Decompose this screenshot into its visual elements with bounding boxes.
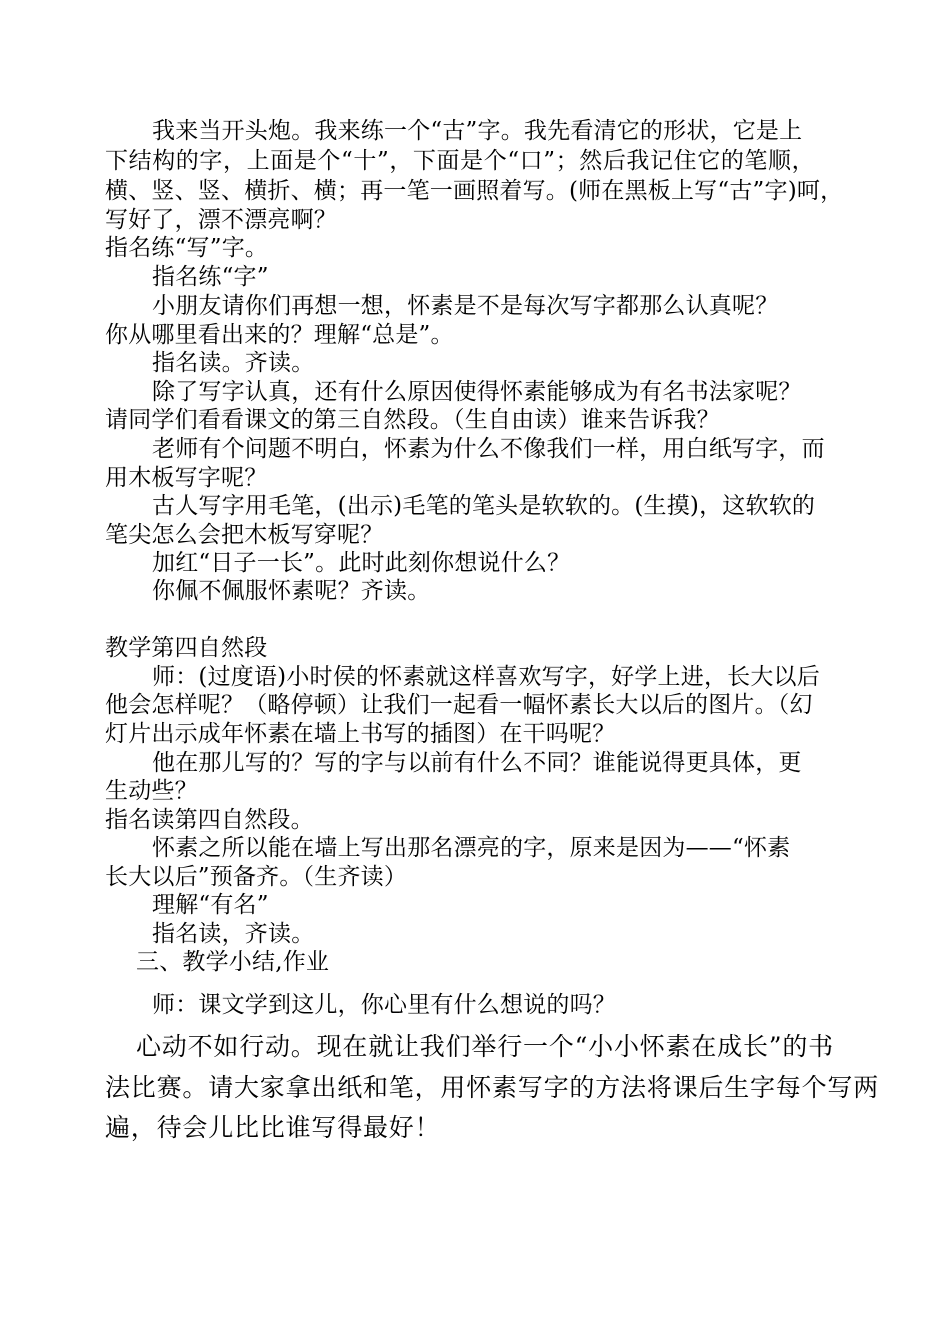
paragraph-line: 师：课文学到这儿，你心里有什么想说的吗？ (152, 992, 616, 1018)
paragraph-line: 他会怎样呢？（略停顿）让我们一起看一幅怀素长大以后的图片。（幻 (105, 692, 813, 718)
paragraph-line: 指名读。齐读。 (152, 350, 315, 376)
paragraph-line: 笔尖怎么会把木板写穿呢？ (105, 522, 384, 548)
paragraph-line: 小朋友请你们再想一想，怀素是不是每次写字都那么认真呢？ (152, 293, 779, 319)
paragraph-line: 法比赛。请大家拿出纸和笔，用怀素写字的方法将课后生字每个写两 (105, 1073, 880, 1102)
section-heading: 教学第四自然段 (105, 635, 268, 661)
paragraph-line: 长大以后”预备齐。（生齐读） (105, 864, 408, 890)
paragraph-line: 老师有个问题不明白，怀素为什么不像我们一样，用白纸写字，而 (152, 436, 825, 462)
paragraph-line: 请同学们看看课文的第三自然段。（生自由读）谁来告诉我？ (105, 407, 720, 433)
paragraph-line: 指名练“字” (152, 264, 269, 290)
paragraph-line: 古人写字用毛笔，(出示)毛笔的笔头是软软的。(生摸)，这软软的 (152, 493, 816, 519)
paragraph-line: 指名练“写”字。 (105, 235, 269, 261)
paragraph-line: 理解“有名” (152, 892, 269, 918)
paragraph-line: 灯片出示成年怀素在墙上书写的插图）在干吗呢？ (105, 721, 616, 747)
paragraph-line: 你从哪里看出来的？理解“总是”。 (105, 322, 454, 348)
paragraph-line: 师：(过度语)小时侯的怀素就这样喜欢写字，好学上进，长大以后 (152, 664, 820, 690)
paragraph-line: 怀素之所以能在墙上写出那名漂亮的字，原来是因为——“怀素 (152, 835, 791, 861)
paragraph-line: 生动些？ (105, 778, 198, 804)
section-heading: 三、教学小结,作业 (136, 949, 330, 975)
paragraph-line: 你佩不佩服怀素呢？齐读。 (152, 578, 431, 604)
paragraph-line: 横、竖、竖、横折、横；再一笔一画照着写。(师在黑板上写“古”字)呵， (105, 178, 844, 204)
paragraph-line: 加红“日子一长”。此时此刻你想说什么？ (152, 550, 571, 576)
paragraph-line: 用木板写字呢？ (105, 465, 268, 491)
paragraph-line: 我来当开头炮。我来练一个“古”字。我先看清它的形状，它是上 (152, 118, 803, 144)
paragraph-line: 指名读第四自然段。 (105, 807, 314, 833)
paragraph-line: 遍，待会儿比比谁写得最好！ (105, 1113, 441, 1142)
paragraph-line: 他在那儿写的？写的字与以前有什么不同？谁能说得更具体，更 (152, 750, 802, 776)
paragraph-line: 除了写字认真，还有什么原因使得怀素能够成为有名书法家呢？ (152, 379, 802, 405)
paragraph-line: 写好了，漂不漂亮啊？ (105, 207, 337, 233)
paragraph-line: 心动不如行动。现在就让我们举行一个“小小怀素在成长”的书 (136, 1032, 834, 1061)
paragraph-line: 下结构的字，上面是个“十”，下面是个“口”；然后我记住它的笔顺， (105, 148, 816, 174)
paragraph-line: 指名读，齐读。 (152, 921, 315, 947)
